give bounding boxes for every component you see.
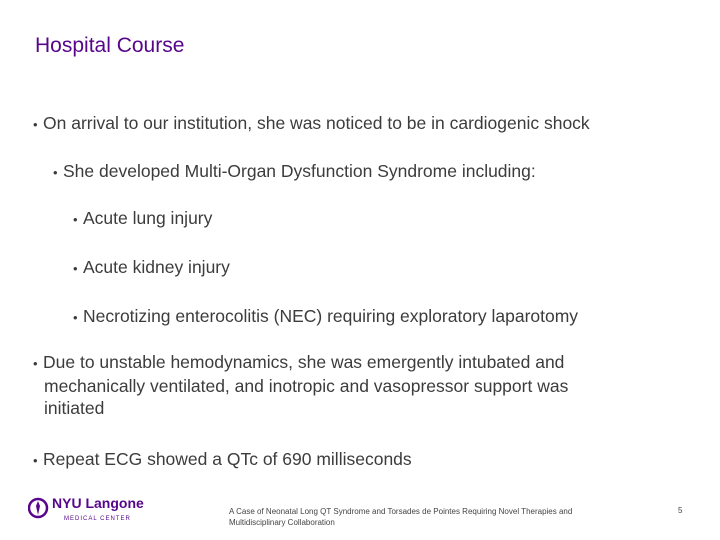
bullet-text: Necrotizing enterocolitis (NEC) requiring exploratory laparotomy [83,306,579,326]
bullet-glyph: • [53,165,58,180]
sub-sub-bullet-item [73,256,230,280]
bullet-text: Repeat ECG showed a QTc of 690 milliseconds [43,449,412,469]
sub-sub-bullet-item [73,207,212,231]
sub-sub-bullet-item [73,305,578,329]
bullet-text: Acute kidney injury [83,257,230,277]
bullet-text: Acute lung injury [83,208,213,228]
bullet-text: On arrival to our institution, she was noticed to be in cardiogenic shock [43,113,590,133]
bullet-item [33,448,412,472]
bullet-glyph: • [33,356,38,371]
sub-bullet-item [53,160,536,184]
bullet-glyph: • [73,310,78,325]
nyu-langone-logo [28,488,148,528]
bullet-glyph: • [33,117,38,132]
footer-caption: A Case of Neonatal Long QT Syndrome and Torsades de Pointes Requiring Novel Therapies and Multidisciplinary Collaboration [229,507,573,527]
logo-wordmark: NYU Langone [52,495,144,511]
bullet-item [33,351,673,419]
bullet-item [33,112,590,136]
bullet-glyph: • [73,212,78,227]
bullet-text-line: mechanically ventilated, and inotropic and vasopressor support was [44,376,569,396]
bullet-glyph: • [33,453,38,468]
bullet-text: She developed Multi-Organ Dysfunction Syndrome including: [63,161,536,181]
page-number: 5 [678,506,683,515]
bullet-text-line: Due to unstable hemodynamics, she was emergently intubated and [43,352,565,372]
slide-title: Hospital Course [35,34,185,57]
bullet-glyph: • [73,261,78,276]
logo-subtitle: MEDICAL CENTER [64,516,131,522]
bullet-text-line: initiated [44,398,105,418]
